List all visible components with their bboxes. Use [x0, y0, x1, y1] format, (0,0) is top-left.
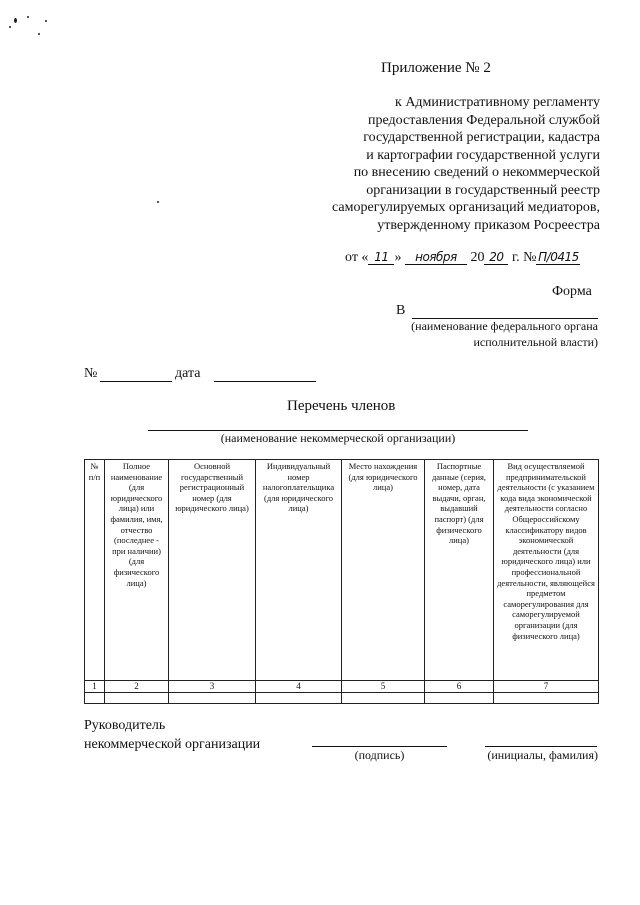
- column-number-row: [85, 681, 599, 693]
- addressee-prefix: В: [396, 303, 406, 318]
- table-header-row: [85, 460, 599, 681]
- column-header: Паспортные данные (серия, номер, дата выдачи, орган, выдавший паспорт) (для физического лица): [425, 460, 494, 681]
- scan-speck: [27, 16, 29, 18]
- column-number: 4: [256, 681, 342, 693]
- scan-speck: [157, 201, 159, 203]
- column-header: Основной государственный регистрационный номер (для юридического лица): [169, 460, 256, 681]
- column-number: 1: [85, 681, 105, 693]
- scan-speck: [45, 20, 47, 22]
- org-name-caption: (наименование некоммерческой организации): [220, 431, 456, 445]
- appendix-line: организации в государственный реестр: [366, 182, 600, 198]
- order-quote: »: [394, 250, 402, 265]
- order-from: от «: [345, 250, 369, 265]
- head-signatory: [84, 716, 260, 754]
- order-year: 20: [484, 250, 508, 265]
- appendix-line: утвержденному приказом Росреестра: [377, 217, 600, 233]
- order-number-prefix: г. №: [511, 250, 537, 265]
- appendix-line: к Административному регламенту: [395, 95, 600, 110]
- appendix-line: саморегулируемых организаций медиаторов,: [332, 200, 600, 215]
- table-cell: [425, 693, 494, 704]
- table-cell: [105, 693, 169, 704]
- appendix-line: по внесению сведений о некоммерческой: [353, 165, 600, 180]
- appendix-line: предоставления Федеральной службой: [368, 112, 600, 128]
- column-header: Индивидуальный номер налогоплательщика (для юридического лица): [256, 460, 342, 681]
- order-reference: [345, 250, 580, 266]
- appendix-line: государственной регистрации, кадастра: [363, 130, 600, 145]
- doc-date-field-line: [214, 381, 316, 382]
- scan-speck: [9, 26, 11, 28]
- table-cell: [494, 693, 599, 704]
- doc-date-label: дата: [175, 366, 201, 381]
- organ-caption-line: (наименование федерального органа: [411, 319, 598, 333]
- organ-caption-line: исполнительной власти): [473, 335, 598, 349]
- column-number: 5: [342, 681, 425, 693]
- column-number: 6: [425, 681, 494, 693]
- appendix-line: и картографии государственной услуги: [366, 147, 600, 163]
- column-number: 7: [494, 681, 599, 693]
- order-month: ноября: [405, 250, 467, 265]
- form-label: Форма: [552, 284, 592, 299]
- column-header: Место нахождения (для юридического лица): [342, 460, 425, 681]
- table-cell: [342, 693, 425, 704]
- order-day: 11: [368, 250, 394, 265]
- scan-speck: [38, 33, 40, 35]
- signature-field-line: [312, 746, 447, 747]
- column-number: 2: [105, 681, 169, 693]
- doc-number-label: №: [84, 366, 98, 381]
- head-label-line: Руководитель: [84, 718, 166, 733]
- column-header: Полное наименование (для юридического лица) или фамилия, имя, отчество (последнее - при наличии) (для физического лица): [105, 460, 169, 681]
- table-cell: [85, 693, 105, 704]
- organ-caption: [380, 318, 598, 350]
- scan-speck: [14, 18, 17, 23]
- appendix-reference: [280, 94, 600, 234]
- column-header: Вид осуществляемой предпринимательской деятельности (с указанием кода вида экономической деятельности согласно Общероссийскому классификатору видов экономической деятельности (для юридического лица) или профессиональной деятельности, являющейся предметом саморегулирования для саморегулируемой организации (для физического лица): [494, 460, 599, 681]
- order-number: П/0415: [538, 250, 579, 264]
- column-number: 3: [169, 681, 256, 693]
- initials-field-line: [485, 746, 597, 747]
- order-year-prefix: 20: [470, 250, 485, 265]
- signature-caption: (подпись): [354, 748, 405, 762]
- table-cell: [256, 693, 342, 704]
- members-table: [84, 459, 599, 704]
- head-label-line: некоммерческой организации: [84, 737, 261, 752]
- appendix-title: Приложение № 2: [381, 60, 491, 76]
- column-header: № п/п: [85, 460, 105, 681]
- doc-number-field-line: [100, 381, 172, 382]
- list-title: Перечень членов: [287, 398, 396, 414]
- table-cell: [169, 693, 256, 704]
- table-row: [85, 693, 599, 704]
- initials-caption: (инициалы, фамилия): [487, 748, 598, 762]
